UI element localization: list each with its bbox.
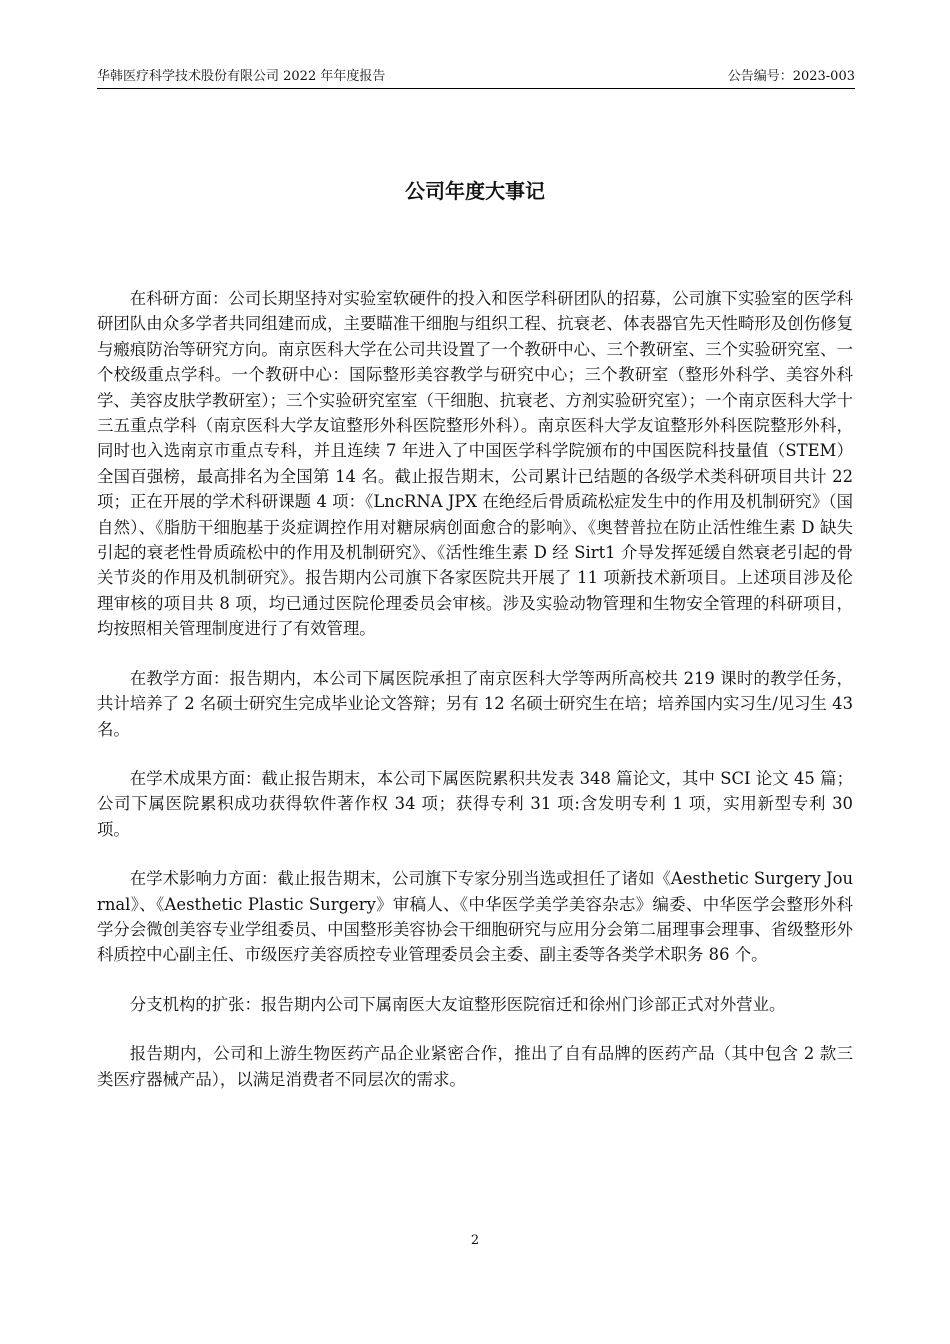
paragraph-academic-achievements: 在学术成果方面：截止报告期末，本公司下属医院累积共发表 348 篇论文，其中 SCI 论文 45 篇；公司下属医院累积成功获得软件著作权 34 项；获得专利 31 项:含发明专利 1 项，实用新型专利 30 项。: [97, 768, 853, 839]
header-announcement-number: 公告编号：2023-003: [727, 69, 855, 84]
header-company-report: 华韩医疗科学技术股份有限公司 2022 年年度报告: [97, 69, 386, 84]
paragraph-research: 在科研方面：公司长期坚持对实验室软硬件的投入和医学科研团队的招募，公司旗下实验室的医学科研团队由众多学者共同组建而成，主要瞄准干细胞与组织工程、抗衰老、体表器官先天性畸形及创伤修复与瘢痕防治等研究方向。南京医科大学在公司共设置了一个教研中心、三个教研室、三个实验研究室、一个校级重点学科。一个教研中心：国际整形美容教学与研究中心；三个教研室（整形外科学、美容外科学、美容皮肤学教研室）；三个实验研究室室（干细胞、抗衰老、方剂实验研究室）；一个南京医科大学十三五重点学科（南京医科大学友谊整形外科医院整形外科）。南京医科大学友谊整形外科医院整形外科，同时也入选南京市重点专科，并且连续 7 年进入了中国医学科学院颁布的中国医院科技量值（STEM）全国百强榜，最高排名为全国第 14 名。截止报告期末，公司累计已结题的各级学术类科研项目共计 22 项；正在开展的学术科研课题 4 项：《LncRNA JPX 在绝经后骨质疏松症发生中的作用及机制研究》（国自然）、《脂肪干细胞基于炎症调控作用对糖尿病创面愈合的影响》、《奥替普拉在防止活性维生素 D 缺失引起的衰老性骨质疏松中的作用及机制研究》、《活性维生素 D 经 Sirt1 介导发挥延缓自然衰老引起的骨关节炎的作用及机制研究》。报告期内公司旗下各家医院共开展了 11 项新技术新项目。上述项目涉及伦理审核的项目共 8 项，均已通过医院伦理委员会审核。涉及实验动物管理和生物安全管理的科研项目，均按照相关管理制度进行了有效管理。: [97, 289, 853, 639]
paragraph-products: 报告期内，公司和上游生物医药产品企业紧密合作，推出了自有品牌的医药产品（其中包含 2 款三类医疗器械产品），以满足消费者不同层次的需求。: [97, 1044, 853, 1089]
page-title: 公司年度大事记: [405, 179, 545, 203]
paragraph-academic-influence: 在学术影响力方面：截止报告期末，公司旗下专家分别当选或担任了诸如《Aesthetic Surgery Journal》、《Aesthetic Plastic Surgery》审稿人、《中华医学美学美容杂志》编委、中华医学会整形外科学分会微创美容专业学组委员、中国整形美容协会干细胞研究与应用分会第二届理事会理事、省级整形外科质控中心副主任、市级医疗美容质控专业管理委员会主委、副主委等各类学术职务 86 个。: [97, 869, 853, 965]
paragraph-teaching: 在教学方面：报告期内，本公司下属医院承担了南京医科大学等两所高校共 219 课时的教学任务，共计培养了 2 名硕士研究生完成毕业论文答辩；另有 12 名硕士研究生在培；培养国内实习生/见习生 43 名。: [97, 668, 853, 739]
document-body: [97, 286, 853, 1116]
paragraph-branch-expansion: 分支机构的扩张：报告期内公司下属南医大友谊整形医院宿迁和徐州门诊部正式对外营业。: [129, 994, 786, 1014]
page-header: [97, 66, 855, 89]
page-number: 2: [470, 1233, 480, 1248]
